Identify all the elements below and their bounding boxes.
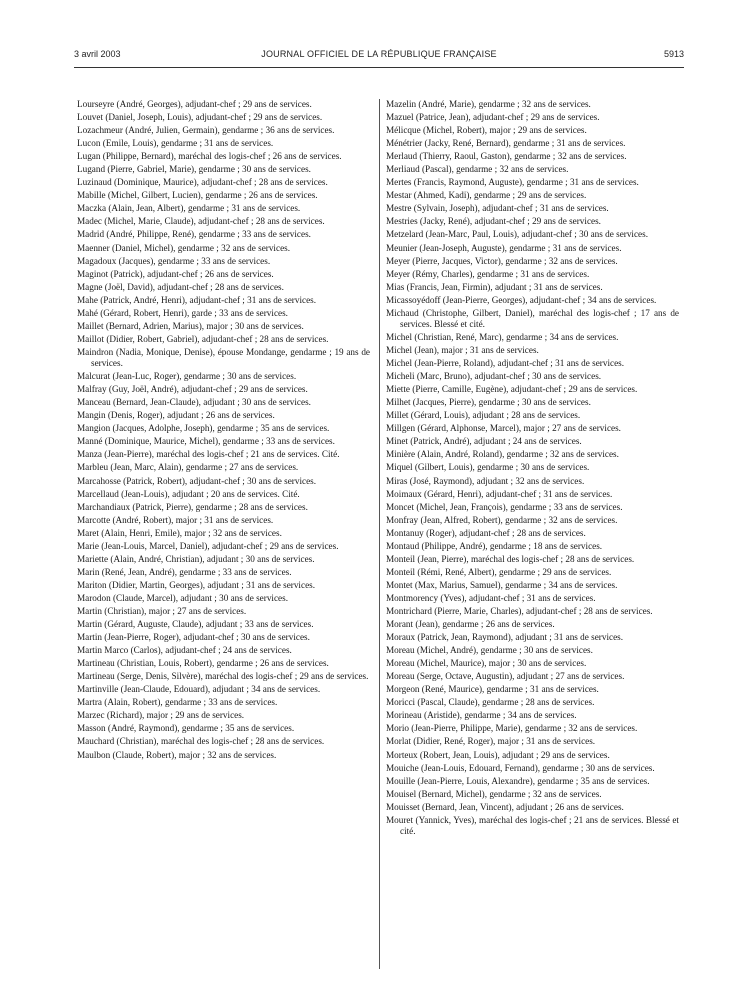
list-entry: Meyer (Pierre, Jacques, Victor), gendarme ; 32 ans de services. (386, 255, 618, 266)
list-entry: Manné (Dominique, Maurice, Michel), gendarme ; 33 ans de services. (77, 436, 335, 447)
list-entry: Lourseyre (André, Georges), adjudant-chef ; 29 ans de services. (77, 99, 312, 109)
list-entry: Moncet (Michel, Jean, François), gendarme ; 33 ans de services. (386, 501, 623, 512)
list-entry: Morant (Jean), gendarme ; 26 ans de services. (386, 619, 555, 630)
list-entry: Metzelard (Jean-Marc, Paul, Louis), adjudant-chef ; 30 ans de services. (386, 229, 649, 240)
list-entry: Ménétrier (Jacky, René, Bernard), gendarme ; 31 ans de services. (386, 138, 626, 149)
list-entry: Martin (Jean-Pierre, Roger), adjudant-chef ; 30 ans de services. (77, 632, 310, 643)
list-entry: Marchandiaux (Patrick, Pierre), gendarme ; 28 ans de services. (77, 501, 308, 512)
list-entry: Miras (José, Raymond), adjudant ; 32 ans de services. (386, 475, 585, 486)
list-entry: Maillet (Bernard, Adrien, Marius), major ; 30 ans de services. (77, 320, 304, 331)
list-entry: Minet (Patrick, André), adjudant ; 24 ans de services. (386, 436, 582, 447)
list-entry: Mangion (Jacques, Adolphe, Joseph), gendarme ; 35 ans de services. (77, 423, 330, 434)
list-entry: Marcahosse (Patrick, Robert), adjudant-chef ; 30 ans de services. (77, 475, 317, 486)
list-entry: Morlat (Didier, René, Roger), major ; 31 ans de services. (386, 736, 596, 747)
list-entry: Merliaud (Pascal), gendarme ; 32 ans de services. (386, 164, 569, 175)
list-entry: Mauchard (Christian), maréchal des logis-chef ; 28 ans de services. (77, 736, 325, 747)
list-entry: Michel (Jean-Pierre, Roland), adjudant-chef ; 31 ans de services. (386, 358, 625, 369)
list-entry: Morgeon (René, Maurice), gendarme ; 31 ans de services. (386, 684, 599, 695)
list-entry: Martra (Alain, Robert), gendarme ; 33 ans de services. (77, 697, 278, 708)
list-entry: Marin (René, Jean, André), gendarme ; 33 ans de services. (77, 566, 292, 577)
list-entry: Marzec (Richard), major ; 29 ans de services. (77, 710, 245, 721)
list-entry: Marie (Jean-Louis, Marcel, Daniel), adjudant-chef ; 29 ans de services. (77, 540, 339, 551)
list-entry: Mouret (Yannick, Yves), maréchal des logis-chef ; 21 ans de services. Blessé et cité. (386, 814, 679, 836)
list-entry: Mias (Francis, Jean, Firmin), adjudant ; 31 ans de services. (386, 281, 603, 292)
list-entry: Mazelin (André, Marie), gendarme ; 32 ans de services. (386, 99, 591, 109)
list-entry: Magadoux (Jacques), gendarme ; 33 ans de services. (77, 255, 271, 266)
list-entry: Morineau (Aristide), gendarme ; 34 ans de services. (386, 710, 577, 721)
list-entry: Morteux (Robert, Jean, Louis), adjudant ; 29 ans de services. (386, 749, 610, 760)
list-entry: Marbleu (Jean, Marc, Alain), gendarme ; 27 ans de services. (77, 462, 299, 473)
list-entry: Malcurat (Jean-Luc, Roger), gendarme ; 30 ans de services. (77, 371, 297, 382)
list-entry: Lugand (Pierre, Gabriel, Marie), gendarme ; 30 ans de services. (77, 164, 311, 175)
list-entry: Maczka (Alain, Jean, Albert), gendarme ; 31 ans de services. (77, 203, 301, 214)
list-entry: Montaud (Philippe, André), gendarme ; 18 ans de services. (386, 540, 603, 551)
list-entry: Mouiche (Jean-Louis, Edouard, Fernand), gendarme ; 30 ans de services. (386, 762, 655, 773)
left-column (77, 99, 370, 763)
list-entry: Micheli (Marc, Bruno), adjudant-chef ; 30 ans de services. (386, 371, 602, 382)
header-date: 3 avril 2003 (74, 49, 121, 59)
list-entry: Moimaux (Gérard, Henri), adjudant-chef ; 31 ans de services. (386, 488, 613, 499)
header-page-number: 5913 (663, 49, 684, 59)
list-entry: Mertes (Francis, Raymond, Auguste), gendarme ; 31 ans de services. (386, 177, 639, 188)
list-entry: Lozachmeur (André, Julien, Germain), gendarme ; 36 ans de services. (77, 125, 335, 136)
list-entry: Moreau (Serge, Octave, Augustin), adjudant ; 27 ans de services. (386, 671, 625, 682)
list-entry: Masson (André, Raymond), gendarme ; 35 ans de services. (77, 723, 295, 734)
list-entry: Lugan (Philippe, Bernard), maréchal des logis-chef ; 26 ans de services. (77, 151, 342, 162)
list-entry: Manza (Jean-Pierre), maréchal des logis-chef ; 21 ans de services. Cité. (77, 449, 340, 460)
list-entry: Millgen (Gérard, Alphonse, Marcel), major ; 27 ans de services. (386, 423, 621, 434)
list-entry: Montet (Max, Marius, Samuel), gendarme ; 34 ans de services. (386, 579, 618, 590)
list-entry: Michaud (Christophe, Gilbert, Daniel), maréchal des logis-chef ; 17 ans de services. Blessé et cité. (386, 307, 679, 329)
list-entry: Montrichard (Pierre, Marie, Charles), adjudant-chef ; 28 ans de services. (386, 605, 653, 616)
list-entry: Mestre (Sylvain, Joseph), adjudant-chef ; 31 ans de services. (386, 203, 609, 214)
list-entry: Mahé (Gérard, Robert, Henri), garde ; 33 ans de services. (77, 307, 288, 318)
list-entry: Maenner (Daniel, Michel), gendarme ; 32 ans de services. (77, 242, 291, 253)
list-entry: Mariette (Alain, André, Christian), adjudant ; 30 ans de services. (77, 553, 315, 564)
list-entry: Miquel (Gilbert, Louis), gendarme ; 30 ans de services. (386, 462, 590, 473)
list-entry: Martin (Christian), major ; 27 ans de services. (77, 605, 247, 616)
list-entry: Martinville (Jean-Claude, Edouard), adjudant ; 34 ans de services. (77, 684, 321, 695)
list-entry: Marodon (Claude, Marcel), adjudant ; 30 ans de services. (77, 592, 288, 603)
list-entry: Morio (Jean-Pierre, Philippe, Marie), gendarme ; 32 ans de services. (386, 723, 638, 734)
list-entry: Mahe (Patrick, André, Henri), adjudant-chef ; 31 ans de services. (77, 294, 317, 305)
list-entry: Maginot (Patrick), adjudant-chef ; 26 ans de services. (77, 268, 274, 279)
list-entry: Maindron (Nadia, Monique, Denise), épouse Mondange, gendarme ; 19 ans de services. (77, 346, 370, 369)
list-entry: Mouille (Jean-Pierre, Louis, Alexandre), gendarme ; 35 ans de services. (386, 775, 650, 786)
list-entry: Monfray (Jean, Alfred, Robert), gendarme ; 32 ans de services. (386, 514, 618, 525)
list-entry: Montmorency (Yves), adjudant-chef ; 31 ans de services. (386, 592, 596, 603)
list-entry: Mestar (Ahmed, Kadi), gendarme ; 29 ans de services. (386, 190, 587, 201)
list-entry: Magne (Joël, David), adjudant-chef ; 28 ans de services. (77, 281, 284, 292)
list-entry: Meunier (Jean-Joseph, Auguste), gendarme ; 31 ans de services. (386, 242, 622, 253)
list-entry: Martin Marco (Carlos), adjudant-chef ; 24 ans de services. (77, 645, 292, 656)
list-entry: Moreau (Michel, Maurice), major ; 30 ans de services. (386, 658, 587, 669)
list-entry: Mazuel (Patrice, Jean), adjudant-chef ; 29 ans de services. (386, 112, 600, 123)
list-entry: Moraux (Patrick, Jean, Raymond), adjudant ; 31 ans de services. (386, 632, 624, 643)
list-entry: Moricci (Pascal, Claude), gendarme ; 28 ans de services. (386, 697, 595, 708)
list-entry: Minière (Alain, André, Roland), gendarme ; 32 ans de services. (386, 449, 619, 460)
list-entry: Maillot (Didier, Robert, Gabriel), adjudant-chef ; 28 ans de services. (77, 333, 329, 344)
list-entry: Madec (Michel, Marie, Claude), adjudant-chef ; 28 ans de services. (77, 216, 325, 227)
list-entry: Madrid (André, Philippe, René), gendarme ; 33 ans de services. (77, 229, 311, 240)
list-entry: Martin (Gérard, Auguste, Claude), adjudant ; 33 ans de services. (77, 619, 314, 630)
list-entry: Mabille (Michel, Gilbert, Lucien), gendarme ; 26 ans de services. (77, 190, 318, 201)
list-entry: Meyer (Rémy, Charles), gendarme ; 31 ans de services. (386, 268, 590, 279)
list-entry: Millet (Gérard, Louis), adjudant ; 28 ans de services. (386, 410, 581, 421)
list-entry: Monteil (Jean, Pierre), maréchal des logis-chef ; 28 ans de services. (386, 553, 635, 564)
list-entry: Mangin (Denis, Roger), adjudant ; 26 ans de services. (77, 410, 275, 421)
list-entry: Luzinaud (Dominique, Maurice), adjudant-chef ; 28 ans de services. (77, 177, 328, 188)
header-journal-title: JOURNAL OFFICIEL DE LA RÉPUBLIQUE FRANÇAISE (261, 49, 497, 59)
page-header (74, 49, 684, 63)
list-entry: Louvet (Daniel, Joseph, Louis), adjudant-chef ; 29 ans de services. (77, 112, 323, 123)
list-entry: Montanuy (Roger), adjudant-chef ; 28 ans de services. (386, 527, 586, 538)
list-entry: Mouisel (Bernard, Michel), gendarme ; 32 ans de services. (386, 788, 602, 799)
list-entry: Malfray (Guy, Joël, André), adjudant-chef ; 29 ans de services. (77, 384, 308, 395)
right-column (386, 99, 679, 839)
list-entry: Maret (Alain, Henri, Emile), major ; 32 ans de services. (77, 527, 282, 538)
list-entry: Martineau (Christian, Louis, Robert), gendarme ; 26 ans de services. (77, 658, 329, 669)
list-entry: Mélicque (Michel, Robert), major ; 29 ans de services. (386, 125, 587, 136)
header-rule (74, 67, 684, 68)
list-entry: Mariton (Didier, Martin, Georges), adjudant ; 31 ans de services. (77, 579, 316, 590)
list-entry: Marcellaud (Jean-Louis), adjudant ; 20 ans de services. Cité. (77, 488, 300, 499)
list-entry: Merlaud (Thierry, Raoul, Gaston), gendarme ; 32 ans de services. (386, 151, 627, 162)
list-entry: Monteil (Rémi, René, Albert), gendarme ; 29 ans de services. (386, 566, 612, 577)
list-entry: Moreau (Michel, André), gendarme ; 30 ans de services. (386, 645, 593, 656)
list-entry: Mouisset (Bernard, Jean, Vincent), adjudant ; 26 ans de services. (386, 801, 624, 812)
column-divider (379, 99, 380, 969)
list-entry: Miette (Pierre, Camille, Eugène), adjudant-chef ; 29 ans de services. (386, 384, 638, 395)
list-entry: Lucon (Emile, Louis), gendarme ; 31 ans de services. (77, 138, 274, 149)
list-entry: Micassoyédoff (Jean-Pierre, Georges), adjudant-chef ; 34 ans de services. (386, 294, 657, 305)
list-entry: Martineau (Serge, Denis, Silvère), maréchal des logis-chef ; 29 ans de services. (77, 671, 369, 682)
list-entry: Milhet (Jacques, Pierre), gendarme ; 30 ans de services. (386, 397, 591, 408)
list-entry: Michel (Christian, René, Marc), gendarme ; 34 ans de services. (386, 332, 619, 342)
list-entry: Marcotte (André, Robert), major ; 31 ans de services. (77, 514, 274, 525)
list-entry: Manceau (Bernard, Jean-Claude), adjudant ; 30 ans de services. (77, 397, 311, 408)
list-entry: Mestries (Jacky, René), adjudant-chef ; 29 ans de services. (386, 216, 601, 227)
list-entry: Michel (Jean), major ; 31 ans de services. (386, 345, 539, 356)
list-entry: Maulbon (Claude, Robert), major ; 32 ans de services. (77, 749, 277, 760)
